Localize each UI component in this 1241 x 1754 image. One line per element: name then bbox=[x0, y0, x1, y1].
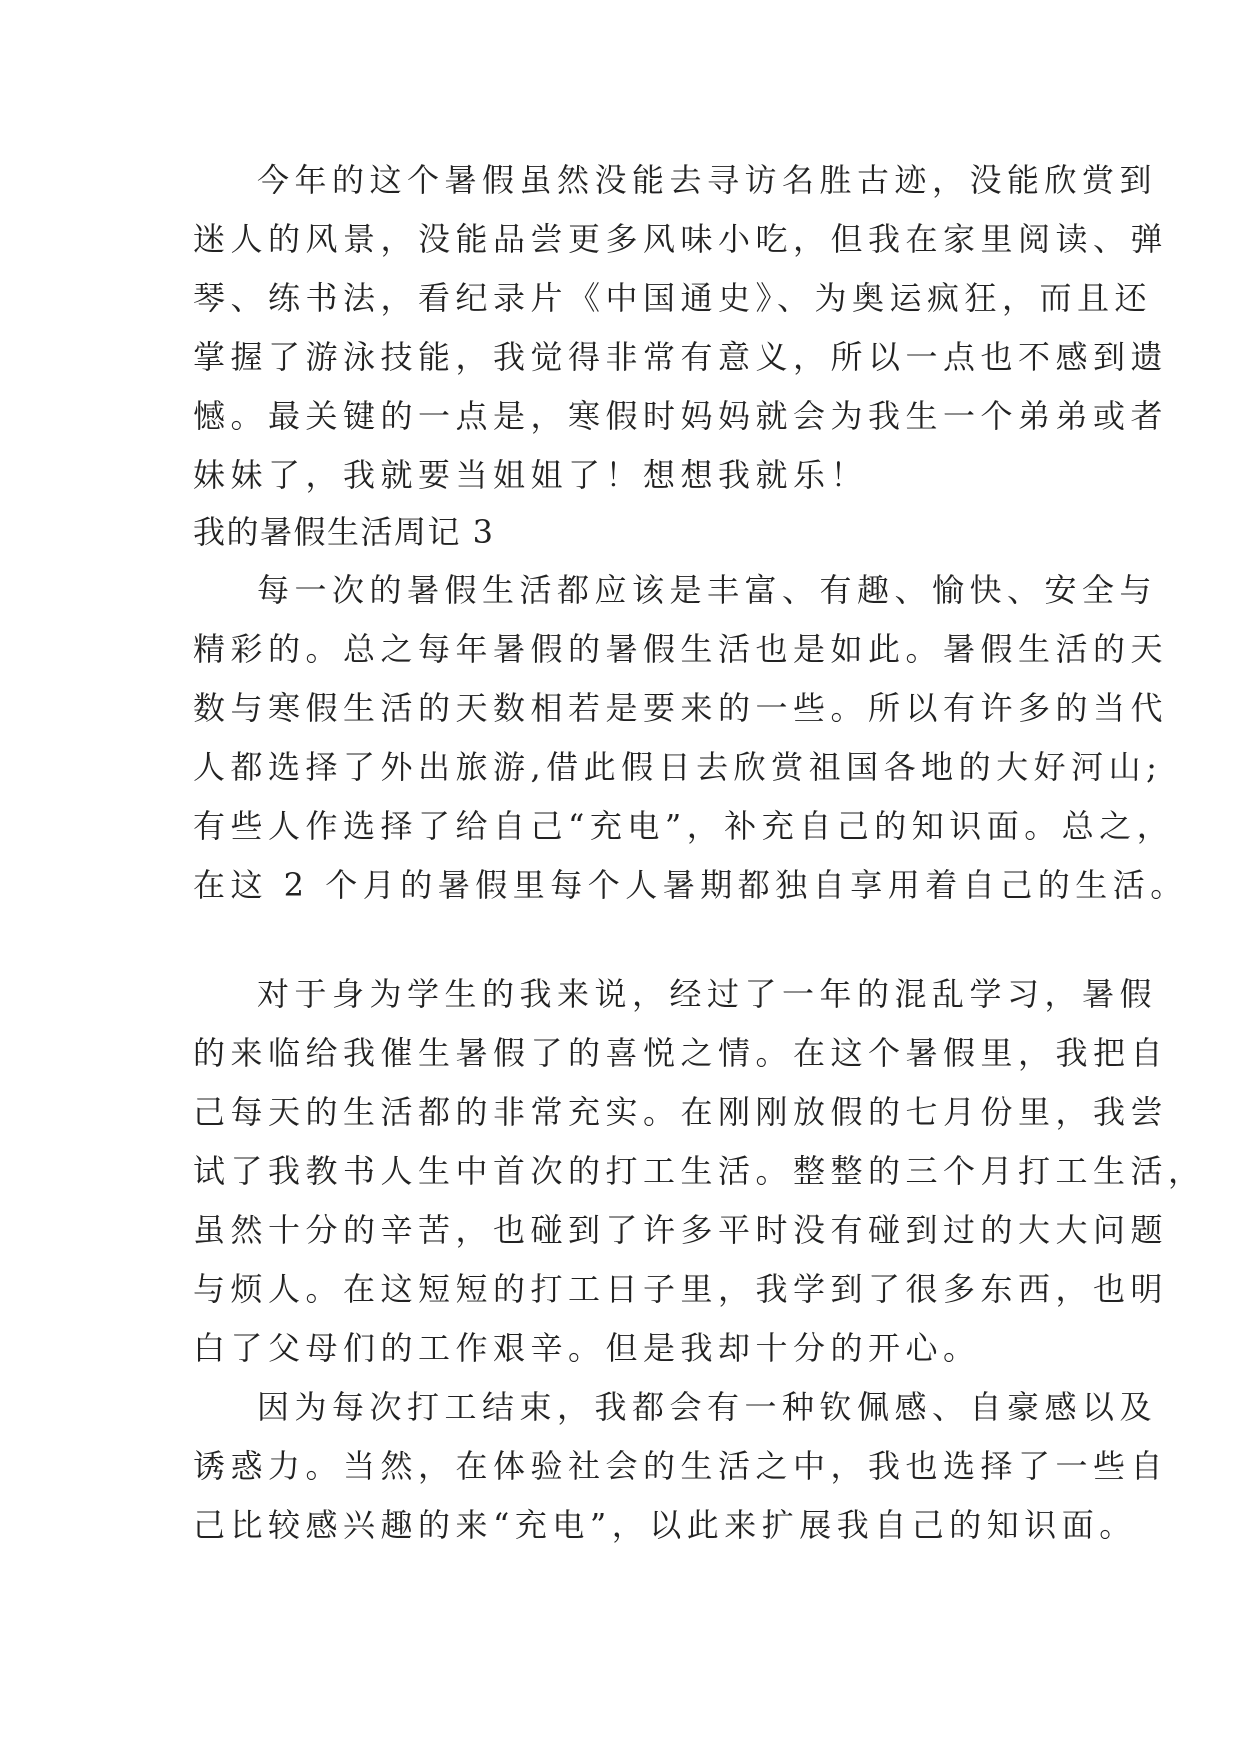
text-line: 精彩的。总之每年暑假的暑假生活也是如此。暑假生活的天 bbox=[193, 630, 1169, 668]
text-line: 与烦人。在这短短的打工日子里，我学到了很多东西，也明 bbox=[193, 1270, 1169, 1308]
text-line: 今年的这个暑假虽然没能去寻访名胜古迹，没能欣赏到 bbox=[257, 161, 1158, 199]
text-line: 己比较感兴趣的来“充电”，以此来扩展我自己的知识面。 bbox=[193, 1506, 1137, 1544]
text-line: 诱惑力。当然，在体验社会的生活之中，我也选择了一些自 bbox=[193, 1447, 1169, 1485]
section-heading: 我的暑假生活周记 3 bbox=[193, 513, 495, 551]
text-line: 数与寒假生活的天数相若是要来的一些。所以有许多的当代 bbox=[193, 689, 1169, 727]
text-line: 在这 2 个月的暑假里每个人暑期都独自享用着自己的生活。 bbox=[193, 866, 1188, 904]
text-line: 人都选择了外出旅游,借此假日去欣赏祖国各地的大好河山; bbox=[193, 748, 1163, 786]
text-line: 虽然十分的辛苦，也碰到了许多平时没有碰到过的大大问题 bbox=[193, 1211, 1169, 1249]
text-line: 的来临给我催生暑假了的喜悦之情。在这个暑假里，我把自 bbox=[193, 1034, 1169, 1072]
text-line: 己每天的生活都的非常充实。在刚刚放假的七月份里，我尝 bbox=[193, 1093, 1169, 1131]
text-line: 因为每次打工结束，我都会有一种钦佩感、自豪感以及 bbox=[257, 1388, 1158, 1426]
text-line: 白了父母们的工作艰辛。但是我却十分的开心。 bbox=[193, 1329, 981, 1367]
text-line: 掌握了游泳技能，我觉得非常有意义，所以一点也不感到遗 bbox=[193, 338, 1169, 376]
text-line: 琴、练书法，看纪录片《中国通史》、为奥运疯狂，而且还 bbox=[193, 279, 1153, 317]
text-line: 对于身为学生的我来说，经过了一年的混乱学习，暑假 bbox=[257, 975, 1158, 1013]
text-line: 有些人作选择了给自己“充电”，补充自己的知识面。总之， bbox=[193, 807, 1175, 845]
text-line: 试了我教书人生中首次的打工生活。整整的三个月打工生活， bbox=[193, 1152, 1206, 1190]
text-line: 每一次的暑假生活都应该是丰富、有趣、愉快、安全与 bbox=[257, 571, 1158, 609]
text-line: 憾。最关键的一点是，寒假时妈妈就会为我生一个弟弟或者 bbox=[193, 397, 1169, 435]
text-line: 妹妹了，我就要当姐姐了！想想我就乐！ bbox=[193, 456, 869, 494]
text-line: 迷人的风景，没能品尝更多风味小吃，但我在家里阅读、弹 bbox=[193, 220, 1169, 258]
